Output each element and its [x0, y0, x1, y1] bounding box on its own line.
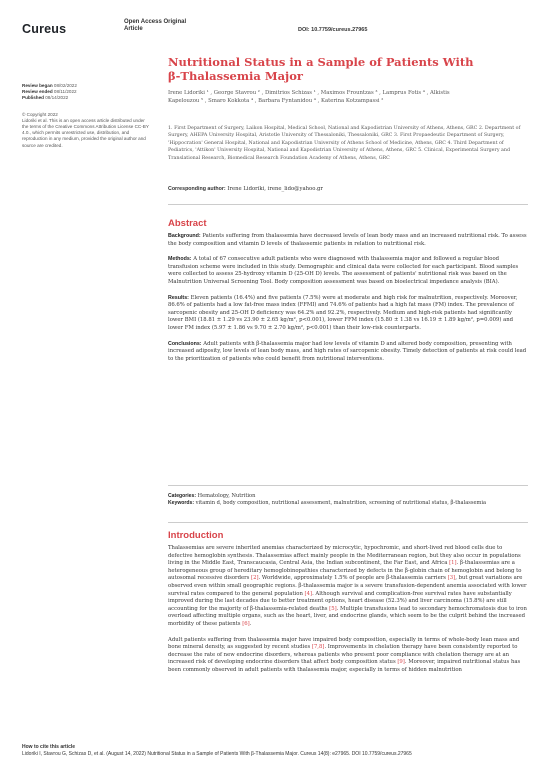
corresponding-label: Corresponding author:: [168, 186, 226, 192]
review-began: Review began 08/02/2022: [22, 83, 77, 88]
reference-link[interactable]: [7,8]: [311, 644, 325, 651]
page-header: [0, 0, 550, 40]
citation-text: Lidoriki I, Stavrou G, Schizas D, et al. (August 14, 2022) Nutritional Status in a Sample of Patients With β-Thalassemia Major. Cureus 14(8): e27965. DOI 10.7759/cureus.27965: [22, 750, 412, 757]
abstract-background: Background: Patients suffering from thalassemia have decreased levels of lean body mass and an increased nutritional risk. To assess the body composition and vitamin D levels of thalassemic patients in relation to nutritional risk.: [168, 233, 527, 247]
title-line-2: β-Thalassemia Major: [168, 69, 303, 83]
divider: [168, 485, 528, 486]
access-type-line2: Article: [124, 26, 143, 32]
divider: [168, 204, 528, 205]
introduction-paragraph-1: Thalassemias are severe inherited anemias characterized by microcytic, hypochromic, and short-lived red blood cells due to defective hemoglobin synthesis. Thalassemias affect mainly people in the Mediterranean region, but they also occur in populations living in the Middle East, Transcaucasia, Central Asia, the Indian subcontinent, the Far East, and Africa [1]. β-thalassemias are a heterogeneous group of hereditary hemoglobinopathies characterized by defects in the β-globin chain of hemoglobin and belong to autosomal recessive disorders [2]. Worldwide, approximately 1.5% of people are β-thalassemia carriers [3], but great variations are observed even within small geographic regions. β-thalassemia major is a severe transfusion-dependent anemia associated with lower survival rates compared to the general population [4]. Although survival and complication-free survival rates have substantially improved during the last decades due to better treatment options, heart disease (52.3%) and liver carcinoma (15.8%) are still accounting for the majority of β-thalassemia-related deaths [5]. Multiple transfusions lead to secondary hemochromatosis due to iron overload affecting multiple organs, such as the heart, liver, and endocrine glands, which seem to be the culprit behind the increased morbidity of these patients [6].: [168, 545, 527, 627]
author-list: [168, 89, 528, 105]
reference-link[interactable]: [2]: [251, 575, 259, 582]
title-line-1: Nutritional Status in a Sample of Patients With: [168, 55, 474, 69]
access-type-line1: Open Access Original: [124, 19, 187, 25]
review-ended: Review ended 08/11/2022: [22, 89, 77, 95]
keywords: Keywords: vitamin d, body composition, nutritional assessment, malnutrition, screening of nutritional status, β-thalassemia: [168, 500, 486, 507]
reference-link[interactable]: [1]: [449, 560, 457, 567]
license-text: Lidoriki et al. This is an open access article distributed under the terms of the Creative Commons Attribution License CC-BY 4.0., which permits unrestricted use, distribution, and reproduction in any medium, provided the original author and source are credited.: [22, 117, 149, 148]
abstract-results: Results: Eleven patients (16.4%) and five patients (7.5%) were at moderate and high risk for malnutrition, respectively. Moreover, 86.6% of patients had a low fat-free mass index (FFMI) and 74.6% of patients had a high fat mass (FM) index. The prevalence of sarcopenic obesity and 25-OH D deficiency was 64.2% and 92.2%, respectively. Medium and high-risk patients had significantly lower BMI (18.81 ± 1.29 vs 23.90 ± 2.65 kg/m², p<0.001), lower FFM index (15.80 ± 1.38 vs 16.19 ± 1.89 kg/m², p=0.009) and lower FM index (5.97 ± 1.86 vs 9.70 ± 2.70 kg/m², p<0.001) than their low-risk counterparts.: [168, 294, 518, 331]
abstract-methods: Methods: A total of 67 consecutive adult patients who were diagnosed with thalassemia major and followed a regular blood transfusion scheme were included in this study. Demographic and clinical data were collected for each participant. Blood samples were collected to assess 25-hydroxy vitamin D (25-OH D) levels. The assessment of patients' nutritional risk was based on the Malnutrition Universal Screening Tool. Body composition assessment was based on bioelectrical impedance analysis (BIA).: [168, 256, 519, 285]
cureus-logo[interactable]: Cureus: [22, 22, 67, 36]
abstract-heading: Abstract: [168, 218, 207, 229]
article-meta-sidebar: [22, 83, 152, 149]
categories: Categories: Hematology, Nutrition: [168, 493, 256, 499]
keywords-block: [168, 493, 528, 507]
abstract-section: [168, 218, 528, 363]
citation-heading: How to cite this article: [22, 744, 76, 750]
authors-line-2[interactable]: Kapelouzou ⁵ , Smaro Kokkota ⁴ , Barbara Fyntanidou ⁴ , Katerina Kotzampassi ²: [168, 98, 384, 104]
introduction-paragraph-2: Adult patients suffering from thalassemia major have impaired body composition, especially in terms of whole-body lean mass and bone mineral density, as suggested by recent studies [7,8]. Improvements in chelation therapy have been consistently reported to decrease the rate of new endocrine disorders, whereas patients who present poor compliance with chelation therapy are at an increased risk of developing endocrine disorders that affect body composition status [9]. Moreover, impaired nutritional status has been commonly observed in adult patients with thalassemia major, especially in terms of hidden malnutrition: [168, 636, 521, 673]
doi-label[interactable]: DOI: 10.7759/cureus.27965: [298, 27, 368, 33]
reference-link[interactable]: [9]: [397, 659, 405, 666]
affiliations: 1. First Department of Surgery, Laikon Hospital, Medical School, National and Kapodistrian University of Athens, Athens, GRC 2. Department of Surgery, AHEPA University Hospital, Aristotle University of Thessaloniki, Thessaloniki, GRC 3. First Propaedeutic Department of Surgery, 'Hippocration' General Hospital, National and Kapodistrian University of Athens School of Medicine, Athens, GRC 4. Third Department of Pediatrics, 'Attikon' University Hospital, National and Kapodistrian University of Athens, Athens, GRC 5. Clinical, Experimental Surgery and Translational Research, Biomedical Research Foundation Academy of Athens, Athens, GRC: [168, 126, 521, 161]
access-type: [124, 19, 186, 33]
introduction-section: [168, 530, 528, 675]
corresponding-value[interactable]: Irene Lidoriki, irene_lido@yahoo.gr: [227, 186, 323, 192]
copyright: © Copyright 2022: [22, 111, 58, 117]
article-title: [168, 55, 528, 83]
reference-link[interactable]: [4]: [304, 590, 313, 597]
introduction-heading: Introduction: [168, 530, 224, 541]
abstract-conclusions: Conclusions: Adult patients with β-thalassemia major had low levels of vitamin D and altered body composition, presenting with increased adiposity, low levels of lean body mass, and high rates of sarcopenic obesity. Timely detection of patients at risk could lead to the prioritization of patients who could benefit from nutritional interventions.: [168, 340, 527, 362]
authors-line-1[interactable]: Irene Lidoriki ¹ , George Stavrou ² , Dimitrios Schizas ¹ , Maximos Frountzas ³ , Lamprus Fotis ⁴ , Alkistis: [168, 90, 450, 96]
corresponding-author: [168, 186, 528, 192]
reference-link[interactable]: [3]: [447, 575, 456, 582]
divider: [168, 522, 528, 523]
citation-footer: [22, 744, 528, 757]
reference-link[interactable]: [6]: [242, 620, 250, 627]
published-date: Published 08/14/2022: [22, 95, 69, 101]
reference-link[interactable]: [5]: [329, 605, 337, 612]
